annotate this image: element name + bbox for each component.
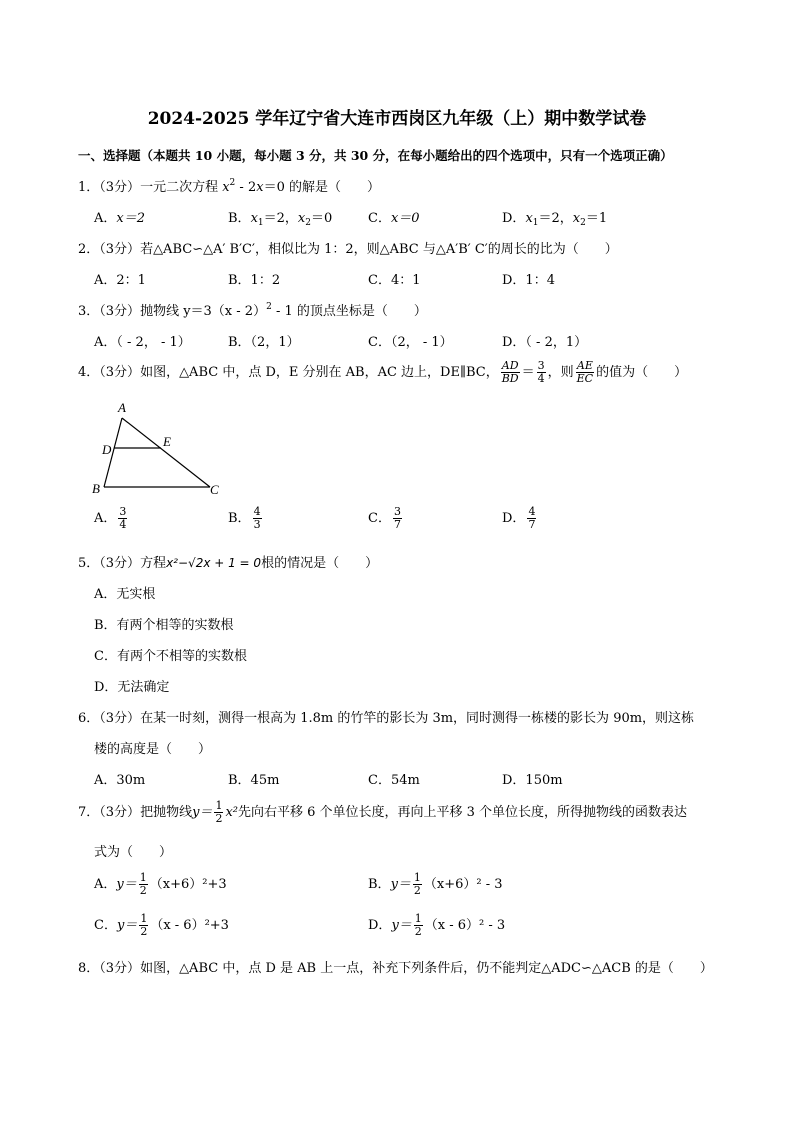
equation: x²−√2x + 1 = 0: [166, 556, 262, 570]
question-4: 4．（3分）如图，△ABC 中，点 D，E 分别在 AB，AC 边上，DE∥BC， $\frac{AD}{BD}$ ＝ $\frac{3}{4}$ ，则 $\frac{AE}{EC}$ 的值为（ ）: [78, 359, 688, 385]
math-text: - 2: [235, 180, 257, 195]
option-d: D． $\frac{4}{7}$: [502, 505, 536, 531]
option-d: D．无法确定: [94, 680, 170, 695]
option-a: A．x＝2: [94, 211, 145, 226]
question-number: 2．: [78, 242, 100, 257]
question-number: 4．: [78, 365, 100, 380]
question-7-line2: 式为（ ）: [94, 845, 173, 860]
question-text: 抛物线 y＝3（x - 2）: [140, 304, 267, 319]
question-text: 在某一时刻，测得一根高为 1.8m 的竹竿的影长为 3m，同时测得一栋楼的影长为 90m，则这栋: [140, 711, 695, 726]
question-text: 若△ABC∽△A′ B′C′，相似比为 1：2，则△ABC 与△A′B′ C′的周长的比为（ ）: [140, 242, 618, 257]
option-b: B．45m: [228, 773, 280, 788]
question-number: 6．: [78, 711, 100, 726]
option-b: B． $\frac{4}{3}$: [228, 505, 261, 531]
fraction-ad-bd: $\frac{AD}{BD}$: [501, 359, 519, 385]
fraction-3-4: $\frac{3}{4}$: [537, 359, 545, 385]
option-c: C． $\frac{3}{7}$: [368, 505, 401, 531]
question-text: - 1 的顶点坐标是（ ）: [271, 304, 427, 319]
exam-title: 2024-2025 学年辽宁省大连市西岗区九年级（上）期中数学试卷: [147, 109, 647, 129]
option-b: B．y＝ $\frac{1}{2}$ （x+6）² - 3: [368, 871, 503, 897]
option-d: D．（ - 2，1）: [502, 335, 588, 350]
question-3: [78, 300, 427, 319]
question-score: （3分）: [99, 365, 141, 380]
question-score: （3分）: [99, 304, 141, 319]
vertex-label-c: C: [210, 482, 219, 497]
option-c: C．（2， - 1）: [368, 335, 453, 350]
vertex-label-e: E: [163, 434, 171, 449]
option-d: D．y＝ $\frac{1}{2}$ （x - 6）² - 3: [368, 912, 506, 938]
section-heading: 一、选择题（本题共 10 小题，每小题 3 分，共 30 分，在每小题给出的四个选项中，只有一个选项正确）: [78, 148, 673, 163]
triangle-figure: [88, 398, 228, 500]
math-exp: 2: [229, 178, 236, 188]
question-score: （3分）: [99, 180, 141, 195]
question-6: [78, 707, 694, 726]
question-number: 8．: [78, 961, 100, 976]
option-b: B．1：2: [228, 273, 281, 288]
question-8: [78, 957, 713, 976]
vertex-label-b: B: [92, 481, 100, 496]
option-a: A．（ - 2， - 1）: [94, 335, 191, 350]
option-a: A．无实根: [94, 587, 156, 602]
option-c: C．y＝ $\frac{1}{2}$ （x - 6）²+3: [94, 912, 229, 938]
question-2: [78, 238, 618, 257]
option-b: B．有两个相等的实数根: [94, 618, 234, 633]
math-y: y＝: [192, 805, 213, 820]
question-text: 把抛物线: [140, 805, 193, 820]
option-b: B．$x_1=2$，$x_2=0$: [228, 211, 333, 228]
question-number: 3．: [78, 304, 100, 319]
question-score: （3分）: [99, 805, 141, 820]
question-text: 先向右平移 6 个单位长度，再向上平移 3 个单位长度，所得抛物线的函数表达: [237, 805, 688, 820]
question-text: 方程: [140, 556, 167, 571]
option-d: D．$x_1=2$，$x_2=1$: [502, 211, 608, 228]
question-text: 根的情况是（ ）: [261, 556, 379, 571]
option-a: A．30m: [94, 773, 146, 788]
question-number: 5．: [78, 556, 100, 571]
vertex-label-a: A: [118, 400, 126, 415]
option-d: D．150m: [502, 773, 563, 788]
question-7: 7．（3分）把抛物线y＝ $\frac{1}{2}$ x²先向右平移 6 个单位长度，再向上平移 3 个单位长度，所得抛物线的函数表达: [78, 799, 688, 825]
vertex-label-d: D: [102, 442, 112, 457]
question-score: （3分）: [99, 556, 141, 571]
question-score: （3分）: [99, 242, 141, 257]
option-a: A．2：1: [94, 273, 146, 288]
fraction-ae-ec: $\frac{AE}{EC}$: [576, 359, 594, 385]
question-text: 一元二次方程: [140, 180, 223, 195]
question-6-line2: 楼的高度是（ ）: [94, 742, 212, 757]
option-c: C．4：1: [368, 273, 421, 288]
question-number: 7．: [78, 805, 100, 820]
math-var: x: [256, 180, 264, 195]
question-text: ＝0 的解是（ ）: [263, 180, 380, 195]
math-x2: x²: [225, 805, 238, 820]
option-a: A．y＝ $\frac{1}{2}$ （x+6）²+3: [94, 871, 227, 897]
question-score: （3分）: [99, 711, 141, 726]
option-c: C．有两个不相等的实数根: [94, 649, 247, 664]
question-text: 如图，△ABC 中，点 D，E 分别在 AB，AC 边上，DE∥BC，: [140, 365, 499, 380]
option-c: C．x＝0: [368, 211, 420, 226]
option-a: A． $\frac{3}{4}$: [94, 505, 127, 531]
question-5: [78, 552, 378, 571]
option-b: B．（2，1）: [228, 335, 300, 350]
option-c: C．54m: [368, 773, 420, 788]
math-var: x: [222, 180, 230, 195]
question-score: （3分）: [99, 961, 141, 976]
question-text: 如图，△ABC 中，点 D 是 AB 上一点，补充下列条件后，仍不能判定△ADC∽△ACB 的是（ ）: [140, 961, 713, 976]
question-1: [78, 176, 380, 195]
option-d: D．1：4: [502, 273, 555, 288]
math-exp: 2: [266, 302, 272, 312]
question-number: 1．: [78, 180, 100, 195]
